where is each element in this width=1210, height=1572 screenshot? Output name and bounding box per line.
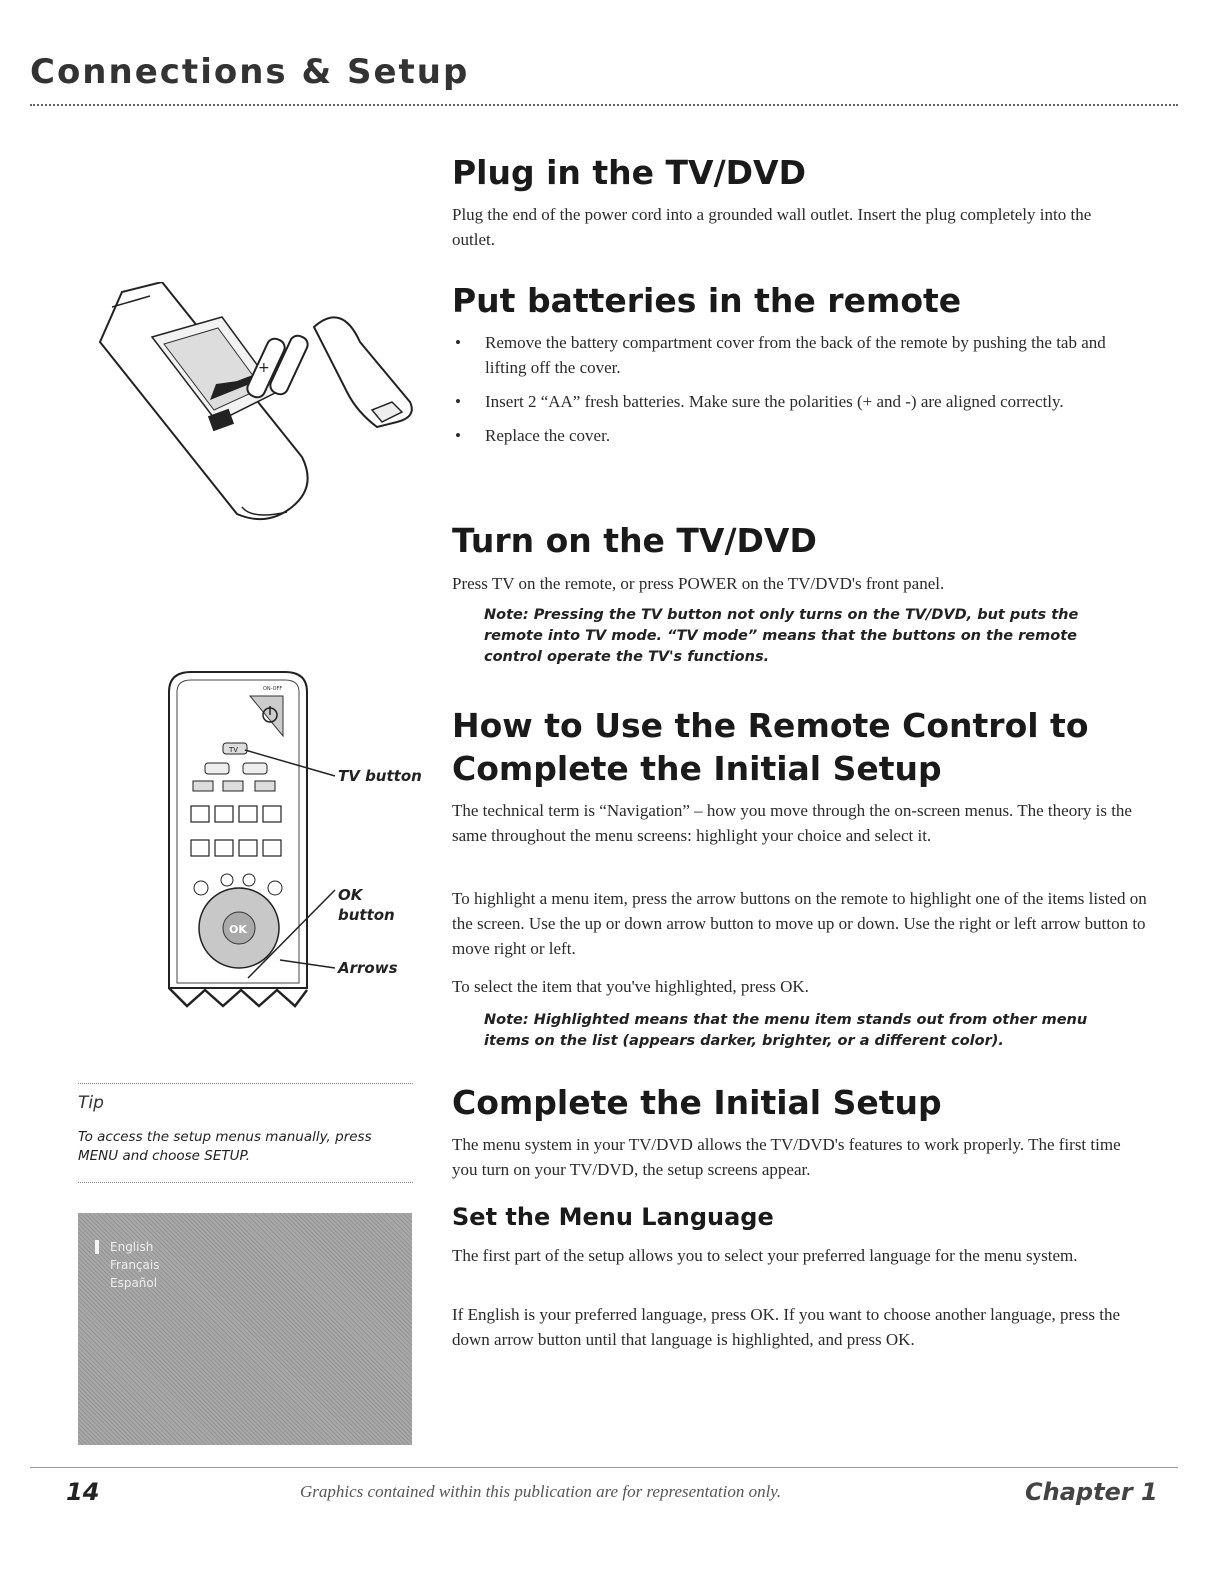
highlight-marker	[95, 1240, 99, 1254]
chapter-label: Chapter 1	[1025, 1478, 1158, 1506]
language-option: English	[110, 1240, 154, 1254]
svg-text:ON-OFF: ON-OFF	[263, 686, 283, 692]
language-menu-screen	[78, 1213, 412, 1445]
page-number: 14	[66, 1478, 100, 1506]
turn-on-note: Note: Pressing the TV button not only turns on the TV/DVD, but puts the remote into TV mode. “TV mode” means that the buttons on the remote control operate the TV's functions.	[484, 607, 1079, 665]
list-item: • Replace the cover.	[452, 423, 1132, 448]
arrows-callout: Arrows	[338, 959, 398, 977]
section-title-remote-line1: How to Use the Remote Control to	[452, 706, 1089, 745]
language-option: Español	[110, 1276, 158, 1290]
initial-setup-body: The menu system in your TV/DVD allows the TV/DVD's features to work properly. The first time you turn on your TV/DVD, the setup screens appear.	[452, 1135, 1121, 1179]
tip-heading: Tip	[78, 1093, 104, 1113]
ok-button-callout-line1: OK	[338, 886, 363, 904]
footer-divider	[30, 1467, 1178, 1468]
tip-divider-bottom	[78, 1182, 413, 1183]
tip-divider-top	[78, 1083, 413, 1084]
language-option: Français	[110, 1258, 160, 1272]
list-item: • Insert 2 “AA” fresh batteries. Make sure the polarities (+ and -) are aligned correctly.	[452, 389, 1132, 414]
header-divider	[30, 104, 1178, 106]
section-title-remote-line2: Complete the Initial Setup	[452, 749, 942, 788]
bullet-icon: •	[455, 426, 461, 445]
section-title-initial-setup: Complete the Initial Setup	[452, 1083, 942, 1122]
bullet-icon: •	[455, 392, 461, 411]
svg-text:OK: OK	[229, 923, 247, 936]
list-item: • Remove the battery compartment cover from the back of the remote by pushing the tab and lifting off the cover.	[452, 330, 1132, 380]
remote-paragraph-1: The technical term is “Navigation” – how you move through the on-screen menus. The theory is the same throughout the menu screens: highlight your choice and select it.	[452, 801, 1132, 845]
remote-battery-illustration	[92, 282, 422, 532]
ok-button-callout-line2: button	[338, 906, 395, 924]
language-paragraph-2: If English is your preferred language, press OK. If you want to choose another language, press the down arrow button until that language is highlighted, and press OK.	[452, 1305, 1120, 1349]
footer-disclaimer: Graphics contained within this publication are for representation only.	[300, 1482, 782, 1501]
battery-steps-list	[452, 330, 1132, 457]
tv-button-callout: TV button	[338, 767, 422, 785]
page-header-title: Connections & Setup	[30, 52, 470, 92]
subsection-title-language: Set the Menu Language	[452, 1203, 774, 1231]
svg-text:TV: TV	[229, 746, 239, 754]
turn-on-body: Press TV on the remote, or press POWER on the TV/DVD's front panel.	[452, 574, 945, 593]
remote-note: Note: Highlighted means that the menu item stands out from other menu items on the list (appears darker, brighter, or a different color).	[484, 1012, 1088, 1049]
svg-text:+: +	[258, 360, 270, 376]
language-paragraph-1: The first part of the setup allows you to select your preferred language for the menu system.	[452, 1246, 1078, 1265]
callout-leaders	[240, 740, 340, 980]
section-title-batteries: Put batteries in the remote	[452, 281, 962, 320]
plug-body: Plug the end of the power cord into a grounded wall outlet. Insert the plug completely into the outlet.	[452, 205, 1092, 249]
tip-text: To access the setup menus manually, press MENU and choose SETUP.	[78, 1129, 372, 1164]
section-title-turn-on: Turn on the TV/DVD	[452, 521, 817, 560]
remote-paragraph-2: To highlight a menu item, press the arrow buttons on the remote to highlight one of the items listed on the screen. Use the up or down arrow button to move up or down. Use the right or left arrow button to move right or left.	[452, 889, 1147, 958]
remote-paragraph-3: To select the item that you've highlighted, press OK.	[452, 977, 809, 996]
section-title-plug: Plug in the TV/DVD	[452, 153, 806, 192]
bullet-icon: •	[455, 333, 461, 352]
